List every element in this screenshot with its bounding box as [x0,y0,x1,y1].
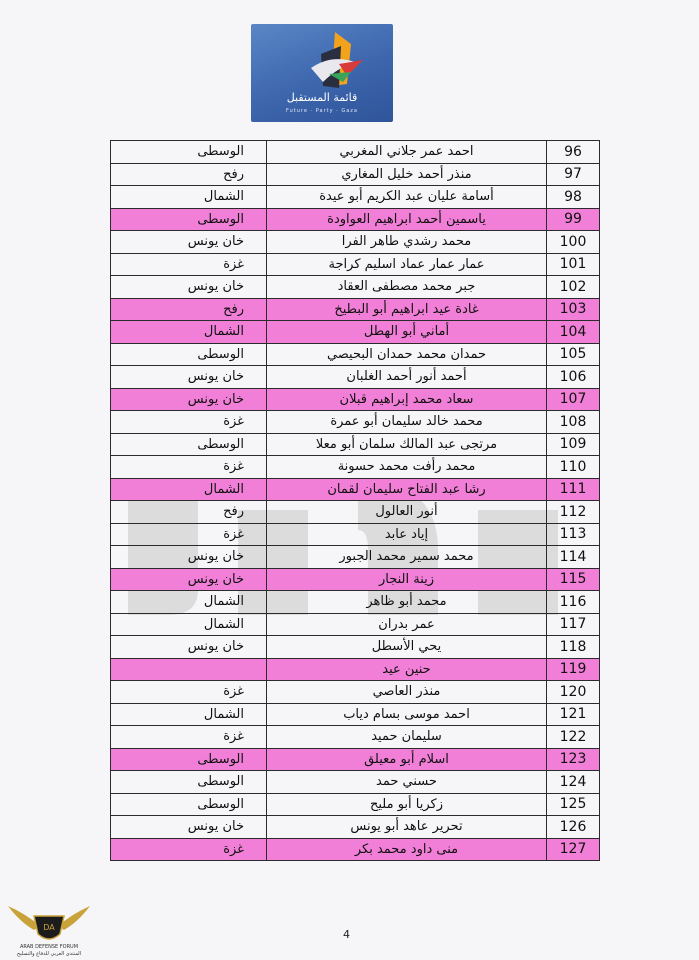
table-row [111,231,600,254]
candidate-area: الشمال [111,478,267,501]
row-number: 126 [547,816,600,839]
table-row [111,186,600,209]
row-number: 109 [547,433,600,456]
row-number: 123 [547,748,600,771]
candidate-area: خان يونس [111,546,267,569]
candidate-area: الوسطى [111,208,267,231]
forum-initials: DA [43,923,55,932]
table-row [111,276,600,299]
row-number: 121 [547,703,600,726]
candidate-name: غادة عيد ابراهيم أبو البطيخ [267,298,547,321]
row-number: 99 [547,208,600,231]
candidate-name: محمد رشدي طاهر الفرا [267,231,547,254]
candidate-name: زكريا أبو مليح [267,793,547,816]
table-row [111,478,600,501]
candidate-name: محمد رأفت محمد حسونة [267,456,547,479]
candidate-area: خان يونس [111,276,267,299]
candidate-area: غزة [111,726,267,749]
row-number: 108 [547,411,600,434]
candidate-name: احمد موسى بسام دياب [267,703,547,726]
row-number: 112 [547,501,600,524]
candidate-area: خان يونس [111,636,267,659]
table-row [111,343,600,366]
table-row [111,591,600,614]
row-number: 100 [547,231,600,254]
logo-title: قائمة المستقبل [286,91,358,104]
candidate-name: محمد أبو ظاهر [267,591,547,614]
forum-caption [4,944,94,958]
candidate-name: عمار عمار عماد اسليم كراجة [267,253,547,276]
candidate-name: حسني حمد [267,771,547,794]
candidate-area: الوسطى [111,433,267,456]
candidate-area: الشمال [111,613,267,636]
candidate-name: جبر محمد مصطفى العقاد [267,276,547,299]
candidate-name: سليمان حميد [267,726,547,749]
candidate-area: خان يونس [111,366,267,389]
forum-name: ARAB DEFENSE FORUM [19,944,79,950]
table-row [111,366,600,389]
candidate-name: سعاد محمد إبراهيم قبلان [267,388,547,411]
candidate-name: احمد عمر جلاني المغربي [267,141,547,164]
candidate-area: رفح [111,501,267,524]
forum-tagline: المنتدى العربي للدفاع والتسليح [16,951,82,957]
candidate-name: يحي الأسطل [267,636,547,659]
candidate-area: خان يونس [111,568,267,591]
candidate-name: اسلام أبو معيلق [267,748,547,771]
table-row [111,771,600,794]
candidate-name: عمر بدران [267,613,547,636]
candidate-table [110,140,600,861]
table-row [111,411,600,434]
candidate-name: زينة النجار [267,568,547,591]
table-row [111,388,600,411]
candidate-area: الوسطى [111,748,267,771]
candidate-area: غزة [111,456,267,479]
row-number: 116 [547,591,600,614]
table-row [111,163,600,186]
candidate-area: غزة [111,681,267,704]
row-number: 120 [547,681,600,704]
candidate-area: الوسطى [111,343,267,366]
candidate-name: أنور العالول [267,501,547,524]
row-number: 107 [547,388,600,411]
table-row [111,433,600,456]
row-number: 124 [547,771,600,794]
row-number: 101 [547,253,600,276]
candidate-name: محمد سمير محمد الجبور [267,546,547,569]
candidate-area: الشمال [111,321,267,344]
candidate-area: خان يونس [111,231,267,254]
candidate-area: غزة [111,253,267,276]
candidate-name: منذر أحمد خليل المغاري [267,163,547,186]
table-row [111,726,600,749]
row-number: 103 [547,298,600,321]
table-row [111,501,600,524]
row-number: 105 [547,343,600,366]
candidate-area [111,658,267,681]
row-number: 111 [547,478,600,501]
candidate-area: الوسطى [111,771,267,794]
candidate-area: الوسطى [111,793,267,816]
candidate-area: الشمال [111,186,267,209]
candidate-area: الشمال [111,591,267,614]
table-row [111,523,600,546]
candidate-area: الشمال [111,703,267,726]
table-row [111,636,600,659]
candidate-name: أسامة عليان عبد الكريم أبو عيدة [267,186,547,209]
candidate-name: تحرير عاهد أبو يونس [267,816,547,839]
row-number: 114 [547,546,600,569]
candidate-name: رشا عبد الفتاح سليمان لقمان [267,478,547,501]
table-row [111,546,600,569]
table-row [111,298,600,321]
logo-subtitle: Future · Party · Gaza [286,108,358,114]
page-number: 4 [343,928,350,941]
candidate-area: غزة [111,523,267,546]
party-logo [251,24,393,122]
table-row [111,703,600,726]
table-row [111,838,600,861]
candidate-area: رفح [111,298,267,321]
table-row [111,613,600,636]
table-row [111,793,600,816]
candidate-name: منى داود محمد بكر [267,838,547,861]
candidate-name: ياسمين أحمد ابراهيم العواودة [267,208,547,231]
candidate-name: مرتجى عبد المالك سلمان أبو معلا [267,433,547,456]
row-number: 96 [547,141,600,164]
table-row [111,321,600,344]
table-row [111,141,600,164]
candidate-name: أحمد أنور أحمد الغلبان [267,366,547,389]
candidate-name: حمدان محمد حمدان البحيصي [267,343,547,366]
candidate-area: الوسطى [111,141,267,164]
row-number: 102 [547,276,600,299]
candidate-area: غزة [111,411,267,434]
table-row [111,816,600,839]
candidate-area: رفح [111,163,267,186]
row-number: 127 [547,838,600,861]
table-row [111,681,600,704]
table-row [111,208,600,231]
row-number: 104 [547,321,600,344]
table-row [111,658,600,681]
table-row [111,253,600,276]
candidate-area: غزة [111,838,267,861]
table-row [111,456,600,479]
row-number: 115 [547,568,600,591]
row-number: 125 [547,793,600,816]
candidate-name: منذر العاصي [267,681,547,704]
candidate-area: خان يونس [111,816,267,839]
table-row [111,748,600,771]
row-number: 106 [547,366,600,389]
row-number: 122 [547,726,600,749]
row-number: 117 [547,613,600,636]
candidate-name: إياد عابد [267,523,547,546]
row-number: 98 [547,186,600,209]
row-number: 119 [547,658,600,681]
candidate-area: خان يونس [111,388,267,411]
row-number: 97 [547,163,600,186]
table-row [111,568,600,591]
row-number: 113 [547,523,600,546]
row-number: 110 [547,456,600,479]
candidate-name: أماني أبو الهطل [267,321,547,344]
row-number: 118 [547,636,600,659]
candidate-name: محمد خالد سليمان أبو عمرة [267,411,547,434]
candidate-name: حنين عيد [267,658,547,681]
